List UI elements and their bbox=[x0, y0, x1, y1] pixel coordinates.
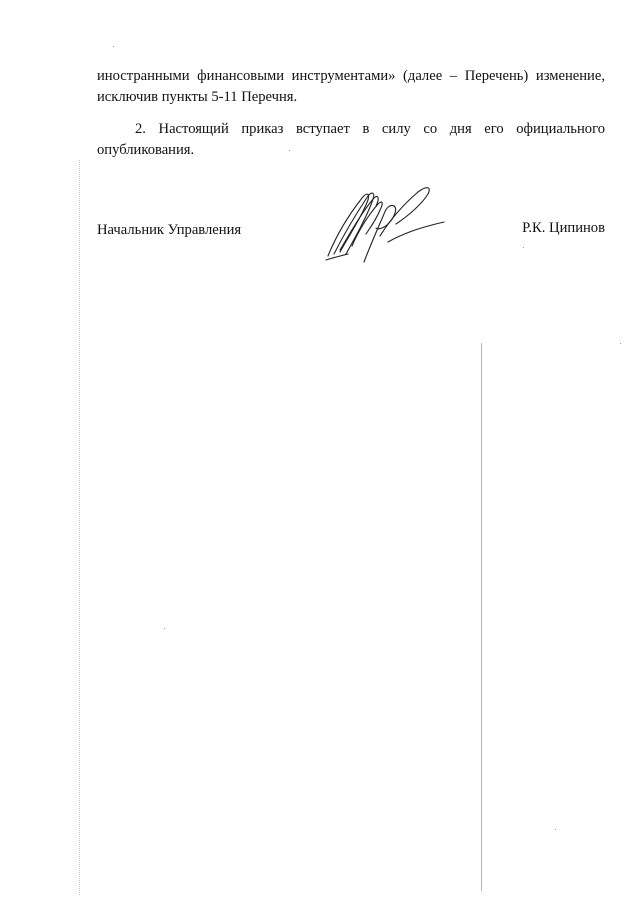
vertical-rule bbox=[481, 343, 482, 891]
paragraph-1 bbox=[97, 66, 605, 108]
binding-margin-dotted-line bbox=[79, 160, 80, 895]
scan-speck bbox=[289, 150, 290, 151]
paragraph-1-line-1: иностранными финансовыми инструментами» (далее – Перечень) изменение, bbox=[97, 68, 605, 84]
scan-speck bbox=[164, 628, 165, 629]
handwritten-signature bbox=[318, 176, 448, 268]
paragraph-2-line-2: опубликования. bbox=[97, 142, 195, 158]
scan-speck bbox=[620, 343, 621, 344]
signatory-name: Р.К. Ципинов bbox=[522, 220, 605, 236]
paragraph-1-line-2: исключив пункты 5-11 Перечня. bbox=[97, 89, 298, 105]
scan-speck bbox=[113, 46, 114, 47]
signatory-title: Начальник Управления bbox=[97, 222, 242, 238]
scan-speck bbox=[523, 247, 524, 248]
paragraph-2-line-1: 2. Настоящий приказ вступает в силу со дня его официального bbox=[135, 121, 605, 137]
scan-speck bbox=[555, 829, 556, 830]
paragraph-2 bbox=[97, 119, 605, 161]
